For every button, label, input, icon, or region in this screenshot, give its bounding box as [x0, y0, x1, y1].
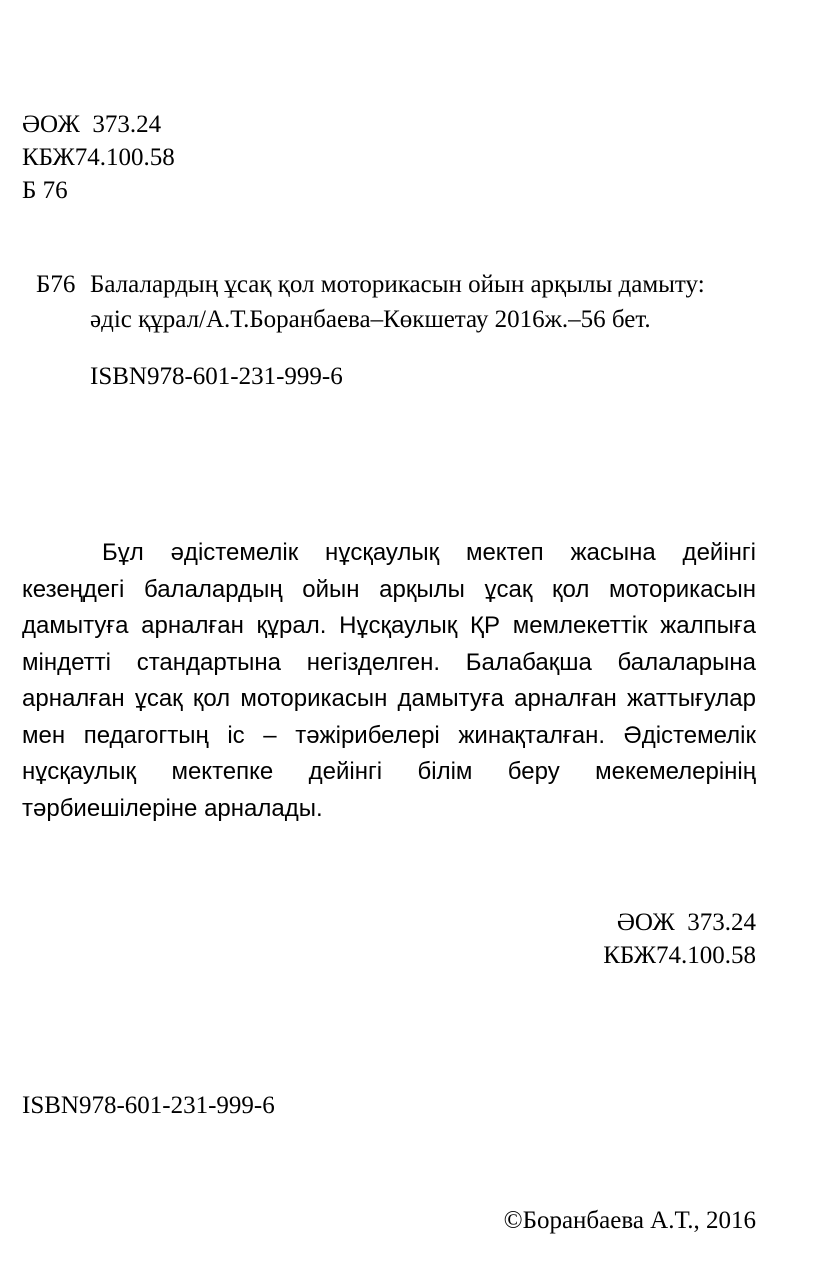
lbc-code: КБЖ74.100.58 [22, 144, 175, 171]
copyright-notice: ©Боранбаева А.Т., 2016 [503, 1207, 756, 1234]
biblio-details: әдіс құрал/А.Т.Боранбаева–Көкшетау 2016ж.–56 бет. [90, 306, 651, 334]
lbc-code-bottom: КБЖ74.100.58 [603, 942, 756, 969]
isbn-top: ISBN978-601-231-999-6 [90, 363, 343, 390]
author-mark: Б 76 [22, 177, 68, 204]
isbn-bottom: ISBN978-601-231-999-6 [22, 1092, 275, 1119]
classification-bottom [603, 906, 756, 972]
classification-top [22, 108, 175, 207]
biblio-code: Б76 [36, 271, 76, 298]
biblio-title: Балалардың ұсақ қол моторикасын ойын арқылы дамыту: [90, 271, 705, 298]
udc-code: ӘОЖ 373.24 [22, 111, 162, 138]
annotation-paragraph: Бұл әдістемелік нұсқаулық мектеп жасына дейінгі кезеңдегі балалардың ойын арқылы ұсақ қол моторикасын дамытуға арналған құрал. Нұсқаулық ҚР мемлекеттік жалпыға міндетті стандартына негізделген. Балабақша балаларына арналған ұсақ қол моторикасын дамытуға арналған жаттығулар мен педагогтың іс – тәжірибелері жинақталған. Әдістемелік нұсқаулық мектепке дейінгі білім беру мекемелерінің тәрбиешілеріне арналады. [22, 539, 756, 822]
udc-code-bottom: ӘОЖ 373.24 [616, 909, 756, 936]
bibliographic-record [36, 269, 796, 336]
